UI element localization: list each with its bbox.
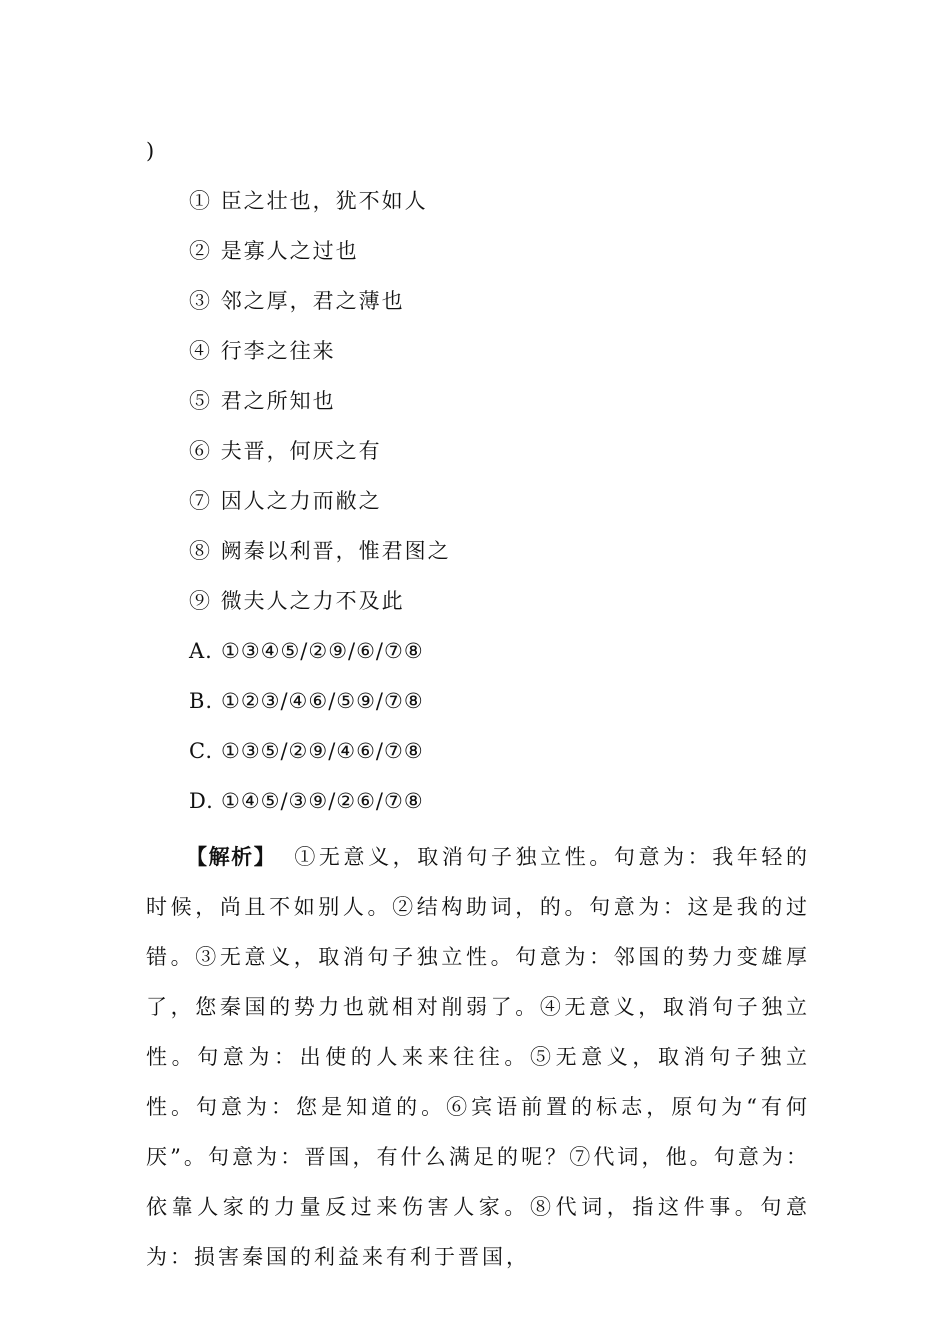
item-marker: ⑥ <box>189 439 212 463</box>
item-text: 行李之往来 <box>220 339 336 363</box>
option-letter: C. <box>189 739 213 763</box>
sentence-item-2 <box>189 236 829 286</box>
sentence-item-6 <box>189 436 829 486</box>
sentence-item-1 <box>189 186 829 236</box>
option-text: ①③④⑤/②⑨/⑥/⑦⑧ <box>221 639 424 663</box>
option-c <box>189 736 829 786</box>
item-text: 阙秦以利晋，惟君图之 <box>220 539 451 563</box>
sentence-item-8 <box>189 536 829 586</box>
item-marker: ⑦ <box>189 489 212 513</box>
item-text: 因人之力而敝之 <box>220 489 382 513</box>
option-a <box>189 636 829 686</box>
analysis-text: ①无意义，取消句子独立性。句意为：我年轻的时候，尚且不如别人。②结构助词，的。句意为：这是我的过错。③无意义，取消句子独立性。句意为：邻国的势力变雄厚了，您秦国的势力也就相对削弱了。④无意义，取消句子独立性。句意为：出使的人来来往往。⑤无意义，取消句子独立性。句意为：您是知道的。⑥宾语前置的标志，原句为“有何厌”。句意为：晋国，有什么满足的呢？⑦代词，他。句意为：依靠人家的力量反过来伤害人家。⑧代词，指这件事。句意为：损害秦国的利益来有利于晋国， <box>146 845 811 1269</box>
item-marker: ⑤ <box>189 389 212 413</box>
analysis-paragraph <box>146 832 810 1282</box>
sentence-item-9 <box>189 586 829 636</box>
item-text: 夫晋，何厌之有 <box>220 439 382 463</box>
sentence-list <box>189 186 829 836</box>
option-text: ①②③/④⑥/⑤⑨/⑦⑧ <box>221 689 424 713</box>
item-text: 微夫人之力不及此 <box>220 589 405 613</box>
option-letter: D. <box>189 789 214 813</box>
option-d <box>189 786 829 836</box>
option-text: ①④⑤/③⑨/②⑥/⑦⑧ <box>221 789 424 813</box>
option-letter: A. <box>189 639 213 663</box>
item-marker: ③ <box>189 289 212 313</box>
item-text: 是寡人之过也 <box>220 239 359 263</box>
option-b <box>189 686 829 736</box>
item-marker: ④ <box>189 339 212 363</box>
item-marker: ① <box>189 189 212 213</box>
question-stem-tail: ) <box>146 139 156 163</box>
sentence-item-3 <box>189 286 829 336</box>
item-marker: ⑧ <box>189 539 212 563</box>
option-text: ①③⑤/②⑨/④⑥/⑦⑧ <box>221 739 424 763</box>
sentence-item-5 <box>189 386 829 436</box>
sentence-item-4 <box>189 336 829 386</box>
item-text: 君之所知也 <box>220 389 336 413</box>
option-letter: B. <box>189 689 214 713</box>
item-text: 邻之厚，君之薄也 <box>220 289 405 313</box>
analysis-label: 【解析】 <box>186 844 277 869</box>
item-marker: ⑨ <box>189 589 212 613</box>
sentence-item-7 <box>189 486 829 536</box>
item-text: 臣之壮也，犹不如人 <box>220 189 428 213</box>
item-marker: ② <box>189 239 212 263</box>
